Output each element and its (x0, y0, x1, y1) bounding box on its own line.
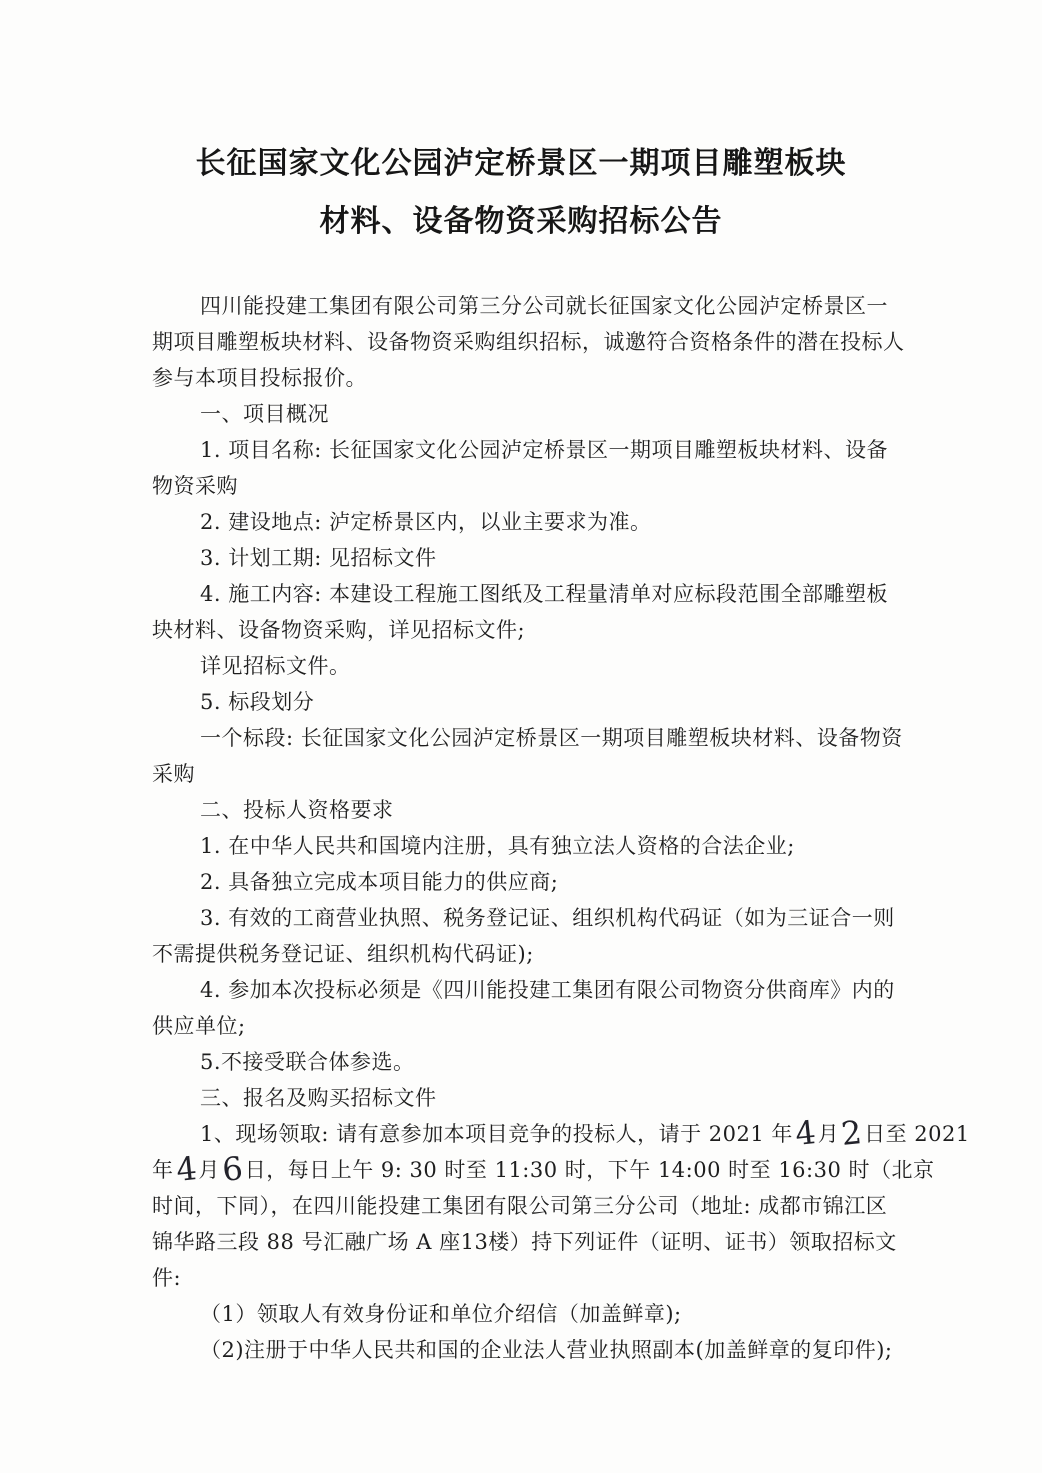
line-intro-2: 期项目雕塑板块材料、设备物资采购组织招标，诚邀符合资格条件的潜在投标人 (152, 330, 905, 354)
heading-section-3: 三、报名及购买招标文件 (200, 1086, 437, 1110)
date2-text-pre: 年 (152, 1158, 174, 1182)
line-intro-1: 四川能投建工集团有限公司第三分公司就长征国家文化公园泸定桥景区一 (200, 294, 888, 318)
line-lot-division: 5. 标段划分 (200, 690, 315, 714)
document-title (0, 146, 1042, 240)
handwritten-day-start: 2 (839, 1112, 865, 1153)
date2-text-post: 日，每日上午 9: 30 时至 11:30 时，下午 14:00 时至 16:30 时（北京 (244, 1158, 935, 1182)
line-onsite-collect-1 (152, 1112, 970, 1153)
line-intro-3: 参与本项目投标报价。 (152, 366, 367, 390)
line-qualification-4b: 供应单位; (152, 1014, 246, 1038)
line-qualification-5: 5.不接受联合体参选。 (200, 1050, 415, 1074)
date-text-post: 日至 2021 (864, 1122, 970, 1146)
heading-section-1: 一、项目概况 (200, 402, 329, 426)
line-qualification-3a: 3. 有效的工商营业执照、税务登记证、组织机构代码证（如为三证合一则 (200, 906, 895, 930)
document-body (152, 288, 970, 1368)
line-scope-1: 4. 施工内容: 本建设工程施工图纸及工程量清单对应标段范围全部雕塑板 (200, 582, 888, 606)
line-qualification-2: 2. 具备独立完成本项目能力的供应商; (200, 870, 559, 894)
document-title-line-1: 长征国家文化公园泸定桥景区一期项目雕塑板块 (195, 146, 847, 181)
line-lot-1: 一个标段: 长征国家文化公园泸定桥景区一期项目雕塑板块材料、设备物资 (200, 726, 903, 750)
line-project-name-1: 1. 项目名称: 长征国家文化公园泸定桥景区一期项目雕塑板块材料、设备 (200, 438, 888, 462)
line-onsite-collect-3: 时间，下同），在四川能投建工集团有限公司第三分公司（地址: 成都市锦江区 (152, 1194, 888, 1218)
line-qualification-3b: 不需提供税务登记证、组织机构代码证); (152, 942, 534, 966)
date-text-month-label: 月 (817, 1122, 840, 1146)
line-credential-2: （2)注册于中华人民共和国的企业法人营业执照副本(加盖鲜章的复印件); (200, 1338, 893, 1362)
line-schedule: 3. 计划工期: 见招标文件 (200, 546, 437, 570)
heading-section-2: 二、投标人资格要求 (200, 798, 394, 822)
line-onsite-collect-4: 锦华路三段 88 号汇融广场 A 座13楼）持下列证件（证明、证书）领取招标文 (152, 1230, 897, 1254)
line-qualification-1: 1. 在中华人民共和国境内注册，具有独立法人资格的合法企业; (200, 834, 795, 858)
line-lot-2: 采购 (152, 762, 195, 786)
document-title-line-2: 材料、设备物资采购招标公告 (319, 204, 723, 239)
handwritten-day-end: 6 (220, 1148, 245, 1189)
handwritten-month-end: 4 (173, 1148, 199, 1189)
line-location: 2. 建设地点: 泸定桥景区内，以业主要求为准。 (200, 510, 652, 534)
line-qualification-4a: 4. 参加本次投标必须是《四川能投建工集团有限公司物资分供商库》内的 (200, 978, 895, 1002)
line-credential-1: （1）领取人有效身份证和单位介绍信（加盖鲜章); (200, 1302, 682, 1326)
handwritten-month-start: 4 (793, 1112, 819, 1153)
line-onsite-collect-2 (152, 1148, 935, 1189)
line-see-docs: 详见招标文件。 (200, 654, 351, 678)
line-scope-2: 块材料、设备物资采购，详见招标文件; (152, 618, 526, 642)
date2-text-month-label: 月 (198, 1158, 220, 1182)
line-onsite-collect-5: 件: (152, 1266, 182, 1290)
line-project-name-2: 物资采购 (152, 474, 238, 498)
date-text-pre: 1、现场领取: 请有意参加本项目竞争的投标人，请于 2021 年 (200, 1122, 793, 1146)
